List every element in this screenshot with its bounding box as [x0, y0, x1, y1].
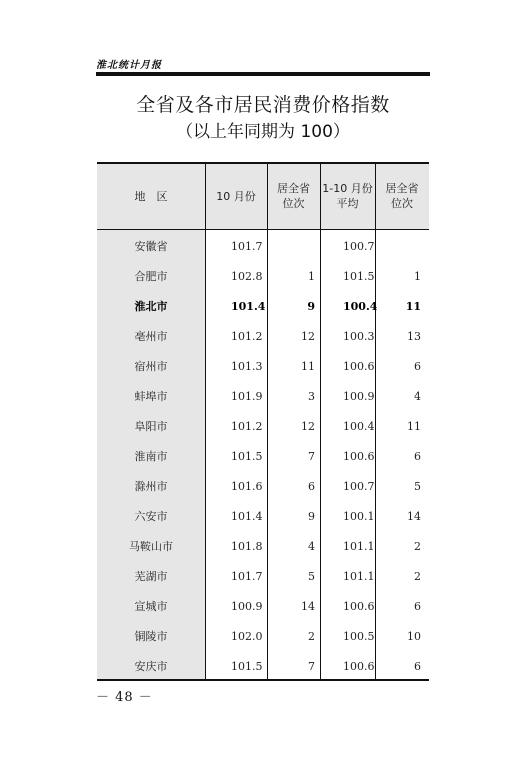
cell-region: 芜湖市	[134, 570, 168, 583]
cell-region: 阜阳市	[134, 420, 168, 433]
page-number: － 48 －	[96, 690, 153, 705]
cell-ytd-rank: 6	[414, 450, 421, 463]
cell-region: 亳州市	[134, 330, 168, 343]
cell-ytd-index: 101.1	[343, 540, 375, 553]
cell-ytd-index: 100.7	[343, 480, 375, 493]
cell-october-rank: 9	[307, 300, 315, 313]
cell-ytd-index: 100.3	[343, 330, 375, 343]
table-row	[97, 622, 429, 652]
table-row	[97, 262, 429, 292]
table-row	[97, 562, 429, 592]
header-rule	[96, 72, 430, 76]
cell-ytd-index: 100.9	[343, 390, 375, 403]
cell-october-rank: 7	[308, 450, 315, 463]
cell-october-index: 101.4	[231, 300, 266, 313]
cell-october-index: 101.9	[231, 390, 263, 403]
table-row	[97, 382, 429, 412]
cell-ytd-rank: 1	[414, 270, 421, 283]
cell-ytd-rank: 6	[414, 360, 421, 373]
cell-october-index: 101.7	[231, 570, 263, 583]
cell-ytd-index: 100.7	[343, 240, 375, 253]
table-bottom-rule	[97, 679, 429, 681]
cell-october-index: 101.7	[231, 240, 263, 253]
cell-ytd-index: 101.5	[343, 270, 375, 283]
cell-ytd-rank: 11	[405, 300, 421, 313]
table-row	[97, 352, 429, 382]
table-row	[97, 592, 429, 622]
cell-ytd-index: 100.1	[343, 510, 375, 523]
cell-ytd-index: 100.6	[343, 450, 375, 463]
table-row	[97, 472, 429, 502]
table-row	[97, 442, 429, 472]
cell-october-index: 101.5	[231, 660, 263, 673]
cell-ytd-rank: 13	[407, 330, 421, 343]
cell-ytd-index: 100.5	[343, 630, 375, 643]
cell-ytd-rank: 5	[414, 480, 421, 493]
cell-region: 滁州市	[134, 480, 168, 493]
cell-october-index: 102.0	[231, 630, 263, 643]
cell-ytd-rank: 6	[414, 600, 421, 613]
cell-october-rank: 14	[301, 600, 315, 613]
cell-region: 马鞍山市	[129, 540, 173, 553]
cell-ytd-rank: 4	[414, 390, 421, 403]
cell-october-rank: 6	[308, 480, 315, 493]
cell-october-index: 101.4	[231, 510, 263, 523]
cell-ytd-rank: 11	[407, 420, 421, 433]
cell-october-index: 102.8	[231, 270, 263, 283]
table-row	[97, 292, 429, 322]
table-row	[97, 322, 429, 352]
cell-region: 宿州市	[134, 360, 168, 373]
table-row	[97, 232, 429, 262]
cell-october-index: 101.5	[231, 450, 263, 463]
cell-region: 淮北市	[134, 300, 168, 313]
cell-october-rank: 12	[301, 330, 315, 343]
page-subtitle: （以上年同期为 100）	[176, 122, 350, 142]
cell-ytd-rank	[367, 232, 421, 262]
publication-title: 淮北统计月报	[96, 60, 162, 71]
cell-ytd-rank: 14	[407, 510, 421, 523]
cell-october-rank: 2	[308, 630, 315, 643]
cell-october-index: 101.3	[231, 360, 263, 373]
table-row	[97, 502, 429, 532]
cell-ytd-index: 100.6	[343, 360, 375, 373]
cell-ytd-index: 100.6	[343, 660, 375, 673]
cell-october-rank: 4	[308, 540, 315, 553]
header-october: 10 月份	[216, 189, 256, 203]
cell-october-index: 100.9	[231, 600, 263, 613]
header-ytd-average: 1-10 月份 平均	[322, 182, 373, 210]
cell-region: 安庆市	[134, 660, 168, 673]
cell-october-index: 101.2	[231, 420, 263, 433]
cell-october-rank: 1	[308, 270, 315, 283]
cell-ytd-index: 100.4	[343, 300, 378, 313]
cell-october-rank: 5	[308, 570, 315, 583]
cell-ytd-index: 101.1	[343, 570, 375, 583]
header-region: 地 区	[134, 189, 168, 203]
cell-october-rank: 9	[308, 510, 315, 523]
cell-ytd-index: 100.4	[343, 420, 375, 433]
cell-october-rank: 3	[308, 390, 315, 403]
cell-october-rank: 11	[301, 360, 315, 373]
header-ytd-rank: 居全省 位次	[385, 182, 419, 210]
cell-region: 六安市	[134, 510, 168, 523]
table-row	[97, 532, 429, 562]
cell-ytd-rank: 2	[414, 540, 421, 553]
cell-october-rank	[263, 232, 315, 262]
cell-ytd-rank: 2	[414, 570, 421, 583]
header-october-rank: 居全省 位次	[277, 182, 310, 210]
page-title: 全省及各市居民消费价格指数	[136, 94, 390, 116]
cell-region: 合肥市	[134, 270, 168, 283]
cell-ytd-rank: 10	[407, 630, 421, 643]
table-row	[97, 652, 429, 682]
cell-october-index: 101.2	[231, 330, 263, 343]
cell-october-rank: 12	[301, 420, 315, 433]
cell-region: 安徽省	[134, 240, 168, 253]
cell-region: 蚌埠市	[134, 390, 168, 403]
cell-ytd-index: 100.6	[343, 600, 375, 613]
cell-october-rank: 7	[308, 660, 315, 673]
cell-october-index: 101.6	[231, 480, 263, 493]
cell-region: 铜陵市	[134, 630, 168, 643]
cell-ytd-rank: 6	[414, 660, 421, 673]
cell-region: 宣城市	[134, 600, 168, 613]
cell-region: 淮南市	[134, 450, 168, 463]
table-row	[97, 412, 429, 442]
cell-october-index: 101.8	[231, 540, 263, 553]
